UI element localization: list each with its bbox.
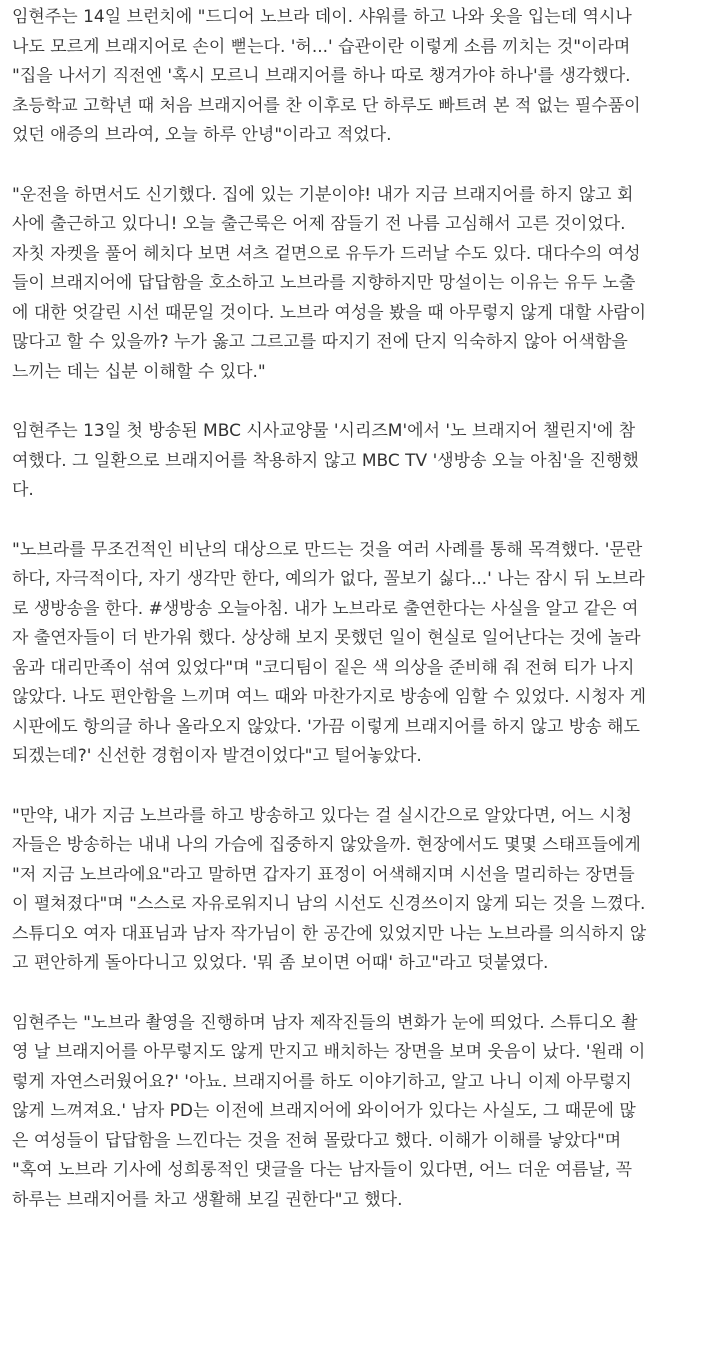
text-line: 로 생방송을 한다. #생방송 오늘아침. 내가 노브라로 출연한다는 사실을 알고 같은 여 (12, 598, 639, 619)
text-line: 고 편안하게 돌아다니고 있었다. '뭐 좀 보이면 어때' 하고"라고 덧붙였다. (12, 953, 549, 973)
text-line: 자칫 자켓을 풀어 헤치다 보면 셔츠 겉면으로 유두가 드러날 수도 있다. 대다수의 여성 (12, 243, 641, 264)
paragraph-gap (12, 506, 708, 536)
text-line: 다. (12, 480, 34, 500)
text-line: "노브라를 무조건적인 비난의 대상으로 만드는 것을 여러 사례를 통해 목격했다. '문란 (12, 539, 643, 560)
text-line: 자들은 방송하는 내내 나의 가슴에 집중하지 않았을까. 현장에서도 몇몇 스태프들에게 (12, 835, 641, 855)
text-line: 들이 브래지어에 답답함을 호소하고 노브라를 지향하지만 망설이는 이유는 유두 노출 (12, 273, 636, 293)
text-line: "운전을 하면서도 신기했다. 집에 있는 기분이야! 내가 지금 브래지어를 하지 않고 회 (12, 184, 634, 205)
text-line: 었던 애증의 브라여, 오늘 하루 안녕"이라고 적었다. (12, 125, 392, 145)
text-line: 되겠는데?' 신선한 경험이자 발견이었다"고 털어놓았다. (12, 746, 422, 766)
text-line: 초등학교 고학년 때 처음 브래지어를 찬 이후로 단 하루도 빠트려 본 적 없는 필수품이 (12, 95, 641, 116)
text-line: 사에 출근하고 있다니! 오늘 출근룩은 어제 잠들기 전 나름 고심해서 고른 것이었다. (12, 214, 626, 234)
text-line: "집을 나서기 직전엔 '혹시 모르니 브래지어를 하나 따로 챙겨가야 하나'를 생각했다. (12, 66, 631, 86)
text-line: 시판에도 항의글 하나 올라오지 않았다. '가끔 이렇게 브래지어를 하지 않고 방송 해도 (12, 716, 640, 737)
text-line: 나도 모르게 브래지어로 손이 뻗는다. '허...' 습관이란 이렇게 소름 끼치는 것"이라며 (12, 36, 631, 57)
text-line: 하다, 자극적이다, 자기 생각만 한다, 예의가 없다, 꼴보기 싫다...' 나는 잠시 뒤 노브라 (12, 569, 645, 589)
text-line: 여했다. 그 일환으로 브래지어를 착용하지 않고 MBC TV '생방송 오늘 아침'을 진행했 (12, 450, 639, 471)
text-line: 이 펼쳐졌다"며 "스스로 자유로워지니 남의 시선도 신경쓰이지 않게 되는 것을 느꼈다. (12, 894, 646, 914)
paragraph-2 (12, 181, 708, 388)
paragraph-gap (12, 979, 708, 1009)
text-line: 임현주는 13일 첫 방송된 MBC 시사교양물 '시리즈M'에서 '노 브래지어 챌린지'에 참 (12, 421, 636, 441)
text-line: 렇게 자연스러웠어요?' '아뇨. 브래지어를 하도 이야기하고, 알고 나니 이제 아무렇지 (12, 1071, 632, 1092)
text-line: 많다고 할 수 있을까? 누가 옳고 그르고를 따지기 전에 단지 익숙하지 않아 어색함을 (12, 332, 628, 352)
paragraph-gap (12, 387, 708, 417)
text-line: 스튜디오 여자 대표님과 남자 작가님이 한 공간에 있었지만 나는 노브라를 의식하지 않 (12, 923, 647, 944)
paragraph-6 (12, 1009, 708, 1216)
text-line: 임현주는 14일 브런치에 "드디어 노브라 데이. 샤워를 하고 나와 옷을 입는데 역시나 (12, 7, 632, 27)
paragraph-5 (12, 802, 708, 979)
text-line: 하루는 브래지어를 차고 생활해 보길 권한다"고 했다. (12, 1189, 403, 1210)
article-body (12, 0, 708, 1215)
text-line: "만약, 내가 지금 노브라를 하고 방송하고 있다는 걸 실시간으로 알았다면, 어느 시청 (12, 805, 632, 826)
text-line: "혹여 노브라 기사에 성희롱적인 댓글을 다는 남자들이 있다면, 어느 더운 여름날, 꼭 (12, 1160, 632, 1180)
text-line: 영 날 브래지어를 아무렇지도 않게 만지고 배치하는 장면을 보며 웃음이 났다. '원래 이 (12, 1042, 646, 1062)
paragraph-1 (12, 3, 708, 151)
text-line: 느끼는 데는 십분 이해할 수 있다." (12, 361, 266, 382)
paragraph-4 (12, 536, 708, 772)
text-line: 에 대한 엇갈린 시선 때문일 것이다. 노브라 여성을 봤을 때 아무렇지 않게 대할 사람이 (12, 302, 647, 323)
paragraph-gap (12, 151, 708, 181)
paragraph-3 (12, 417, 708, 506)
text-line: 자 출연자들이 더 반가워 했다. 상상해 보지 못했던 일이 현실로 일어난다는 것에 놀라 (12, 628, 641, 648)
text-line: 않게 느껴져요.' 남자 PD는 이전에 브래지어에 와이어가 있다는 사실도, 그 때문에 많 (12, 1101, 636, 1121)
text-line: "저 지금 노브라에요"라고 말하면 갑자기 표정이 어색해지며 시선을 멀리하는 장면들 (12, 864, 635, 885)
text-line: 은 여성들이 답답함을 느낀다는 것을 전혀 몰랐다고 했다. 이해가 이해를 낳았다"며 (12, 1130, 622, 1151)
text-line: 않았다. 나도 편안함을 느끼며 여느 때와 마찬가지로 방송에 임할 수 있었다. 시청자 게 (12, 687, 647, 707)
text-line: 움과 대리만족이 섞여 있었다"며 "코디팀이 짙은 색 의상을 준비해 줘 전혀 티가 나지 (12, 657, 635, 678)
text-line: 임현주는 "노브라 촬영을 진행하며 남자 제작진들의 변화가 눈에 띄었다. 스튜디오 촬 (12, 1012, 638, 1033)
paragraph-gap (12, 772, 708, 802)
